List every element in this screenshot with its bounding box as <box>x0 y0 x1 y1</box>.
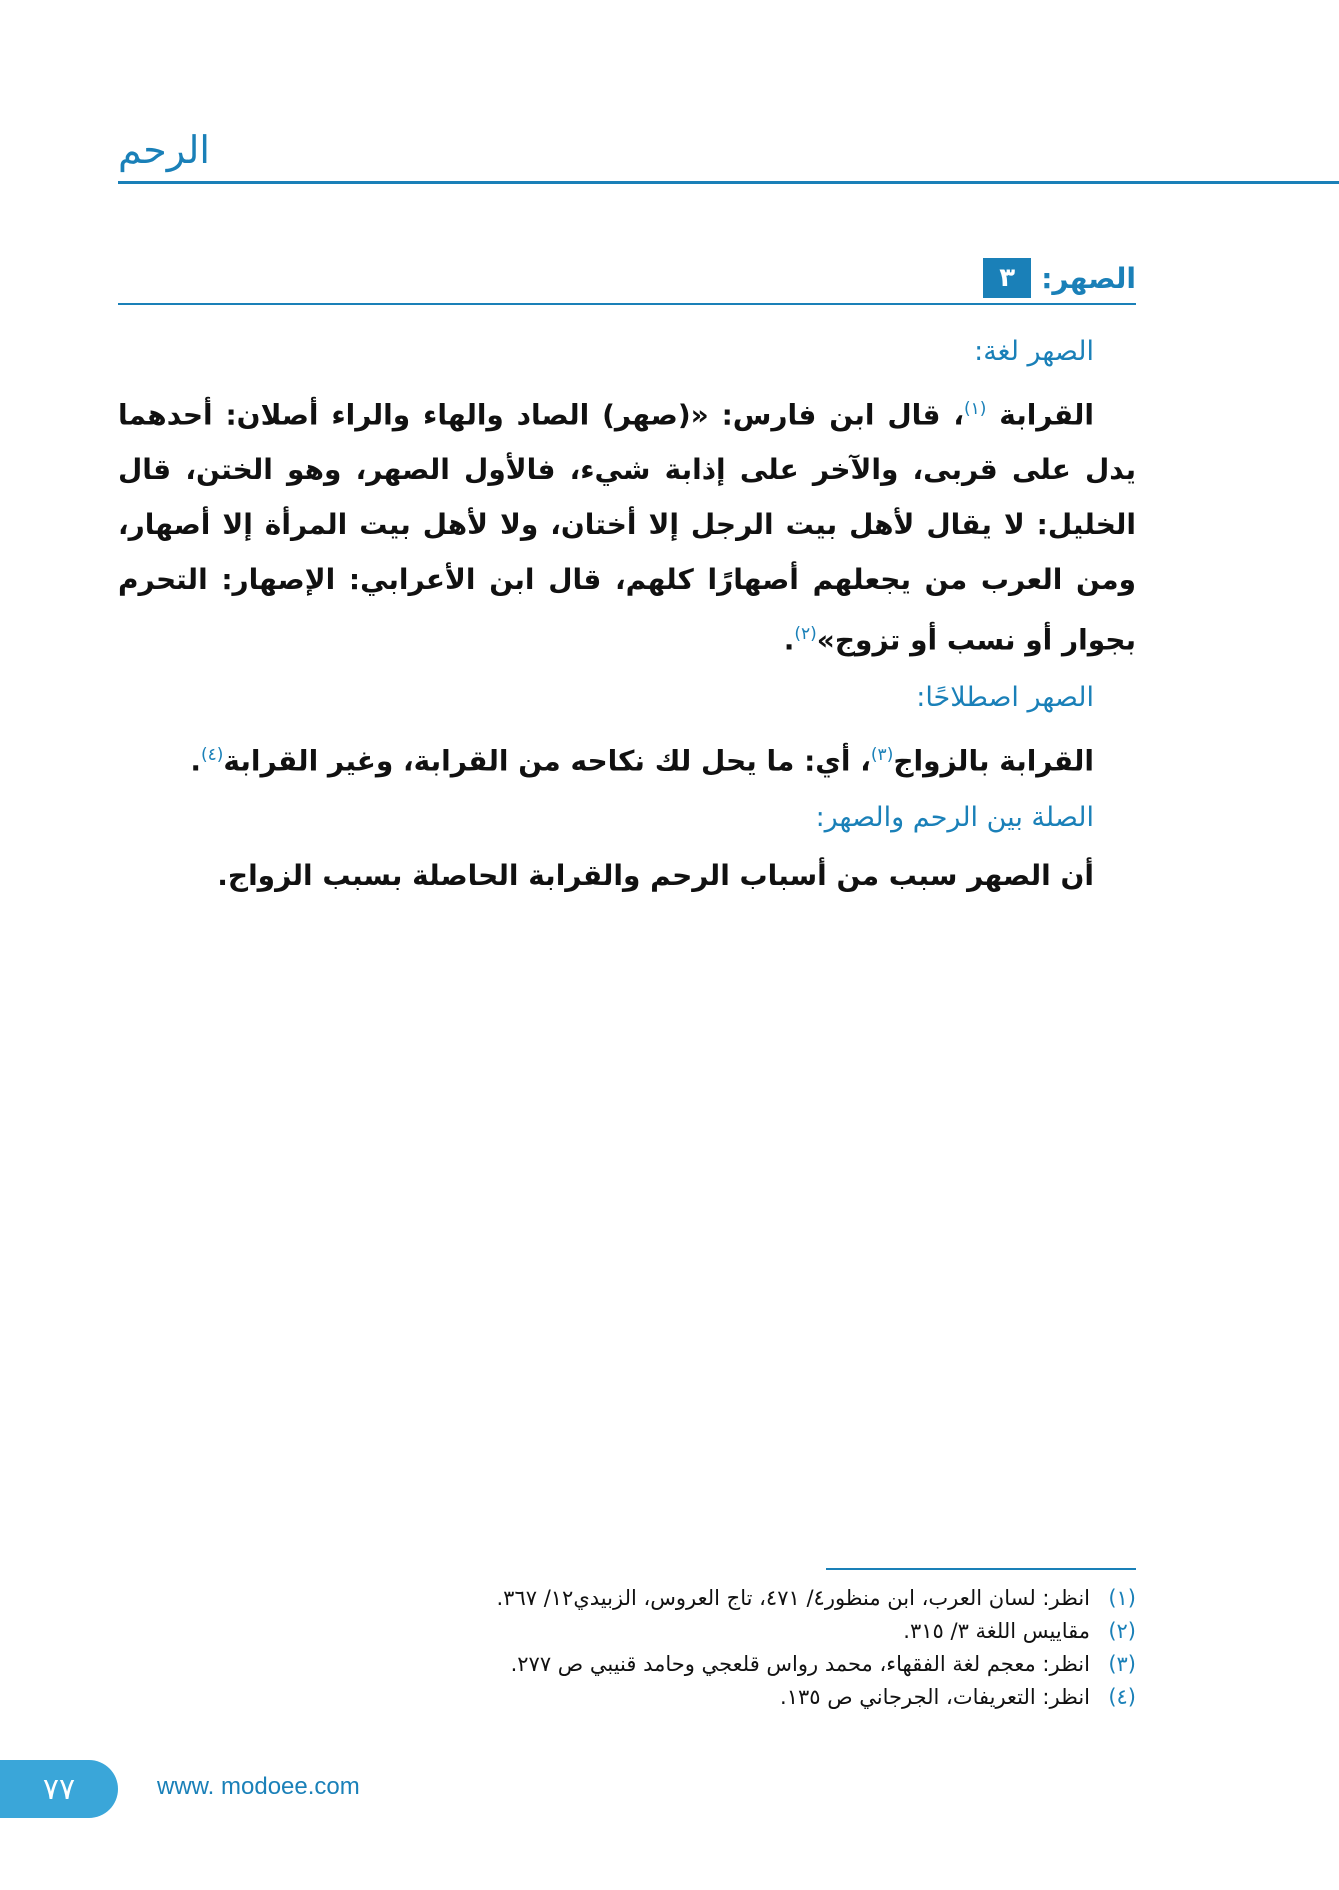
footnote-ref-1[interactable]: (١) <box>963 399 987 419</box>
term-def-text-2: ، أي: ما يحل لك نكاحه من القرابة، وغير القرابة <box>223 743 871 777</box>
term-def-paragraph <box>118 728 1094 788</box>
footnote-text: انظر: معجم لغة الفقهاء، محمد رواس قلعجي وحامد قنيبي ص ٢٧٧. <box>510 1652 1090 1676</box>
footnote-number: (٢) <box>1108 1619 1136 1643</box>
footnote-number: (١) <box>1108 1586 1136 1610</box>
lang-def-text-2: ، قال ابن فارس: «(صهر) الصاد والهاء والراء أصلان: أحدهما يدل على قربى، والآخر على إذابة شيء، فالأول الصهر، وهو الختن، قال الخليل: لا يقال لأهل بيت الرجل إلا أختان، ولا لأهل بيت المرأة إلا أصهار، ومن العرب من يجعلهم أصهارًا كلهم، قال ابن الأعرابي: الإصهار: التحرم بجوار أو نسب أو تزوج» <box>118 398 1136 657</box>
term-def-text-1: القرابة بالزواج <box>893 743 1094 777</box>
main-content <box>118 322 1136 903</box>
footnote-text: مقاييس اللغة ٣/ ٣١٥. <box>903 1619 1090 1643</box>
lang-def-text-1: القرابة <box>986 398 1094 432</box>
footnote-text: انظر: التعريفات، الجرجاني ص ١٣٥. <box>780 1685 1090 1709</box>
section-heading <box>983 258 1136 298</box>
footnote-ref-3[interactable]: (٣) <box>870 744 894 765</box>
page-number-badge: ٧٧ <box>0 1760 118 1818</box>
term-def-text-3: . <box>190 743 201 777</box>
chapter-title: الرحم <box>118 128 210 172</box>
footnote-item <box>236 1615 1136 1648</box>
relation-heading: الصلة بين الرحم والصهر: <box>815 801 1094 833</box>
footnote-item <box>236 1681 1136 1714</box>
footnote-number: (٤) <box>1108 1685 1136 1709</box>
section-number-badge: ٣ <box>983 258 1031 298</box>
lang-def-heading: الصهر لغة: <box>974 336 1094 367</box>
footnote-item <box>236 1582 1136 1615</box>
footnote-item <box>236 1648 1136 1681</box>
header-divider <box>118 181 1339 184</box>
term-def-heading: الصهر اصطلاحًا: <box>916 681 1094 713</box>
footnote-divider <box>826 1568 1136 1570</box>
footnote-ref-4[interactable]: (٤) <box>200 744 224 765</box>
section-title: الصهر: <box>1041 261 1136 295</box>
lang-def-paragraph <box>118 382 1136 668</box>
footnote-ref-2[interactable]: (٢) <box>794 624 817 645</box>
relation-paragraph: أن الصهر سبب من أسباب الرحم والقرابة الحاصلة بسبب الزواج. <box>217 858 1094 892</box>
footnote-text: انظر: لسان العرب، ابن منظور٤/ ٤٧١، تاج العروس، الزبيدي١٢/ ٣٦٧. <box>496 1586 1090 1610</box>
website-link[interactable]: www. modoee.com <box>157 1773 360 1800</box>
footnotes <box>236 1582 1136 1714</box>
section-divider <box>118 303 1136 305</box>
lang-def-text-3: . <box>783 623 795 657</box>
footnote-number: (٣) <box>1108 1652 1136 1676</box>
